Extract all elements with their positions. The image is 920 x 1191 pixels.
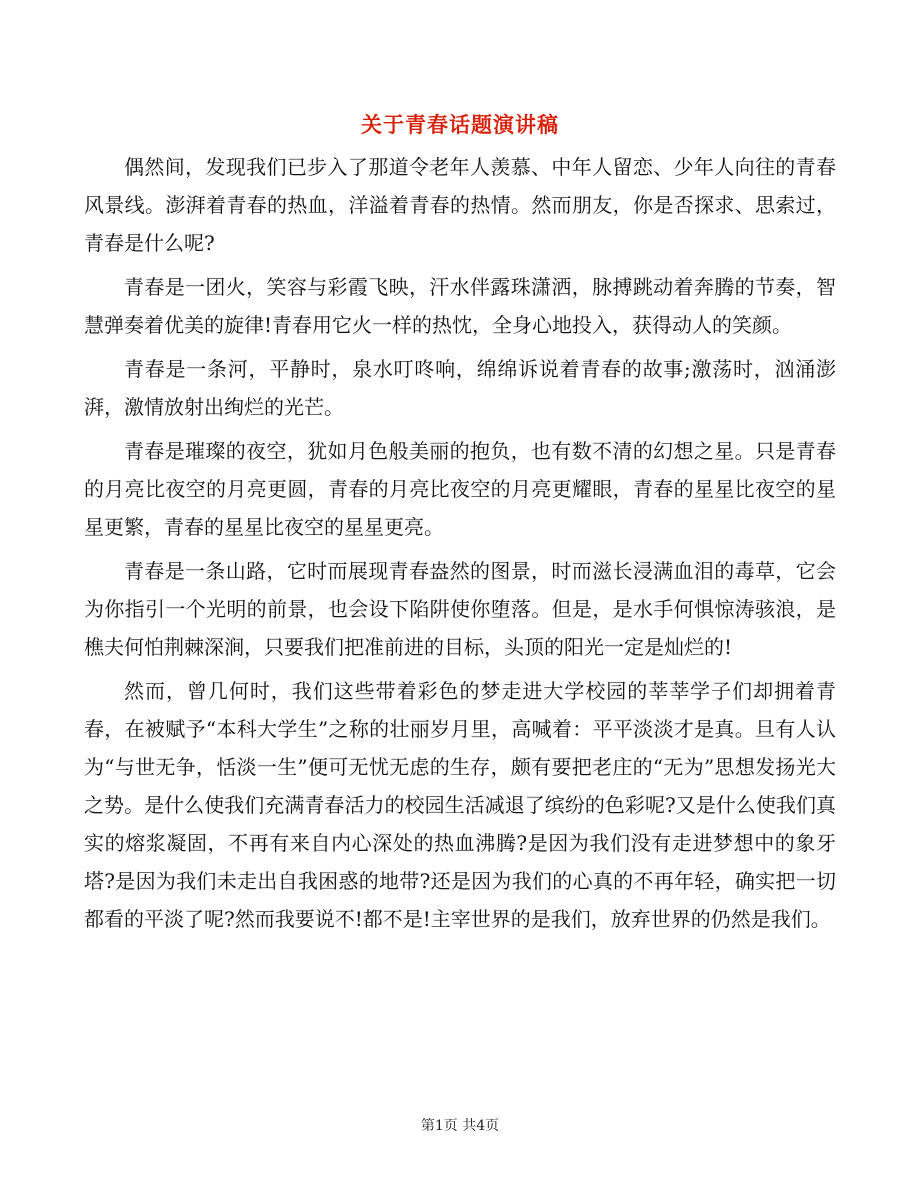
paragraph-3: 青春是一条河，平静时，泉水叮咚响，绵绵诉说着青春的故事;激荡时，汹涌澎湃，激情放射出绚烂的光芒。: [84, 357, 836, 419]
document-title: 关于青春话题演讲稿: [361, 112, 559, 137]
document-body: [84, 148, 836, 944]
paragraph-6: 然而，曾几何时，我们这些带着彩色的梦走进大学校园的莘莘学子们却拥着青春，在被赋予“本科大学生”之称的壮丽岁月里，高喊着：平平淡淡才是真。旦有人认为“与世无争，恬淡一生”便可无忧无虑的生存，颇有要把老庄的“无为”思想发扬光大之势。是什么使我们充满青春活力的校园生活减退了缤纷的色彩呢?又是什么使我们真实的熔浆凝固，不再有来自内心深处的热血沸腾?是因为我们没有走进梦想中的象牙塔?是因为我们未走出自我困惑的地带?还是因为我们的心真的不再年轻，确实把一切都看的平淡了呢?然而我要说不!都不是!主宰世界的是我们，放弃世界的仍然是我们。: [84, 679, 836, 931]
paragraph-1: 偶然间，发现我们已步入了那道令老年人羡慕、中年人留恋、少年人向往的青春风景线。澎湃着青春的热血，洋溢着青春的热情。然而朋友，你是否探求、思索过，青春是什么呢?: [84, 155, 836, 255]
paragraph-5: 青春是一条山路，它时而展现青春盎然的图景，时而滋长浸满血泪的毒草，它会为你指引一个光明的前景，也会设下陷阱使你堕落。但是，是水手何惧惊涛骇浪，是樵夫何怕荆棘深涧，只要我们把准前进的目标，头顶的阳光一定是灿烂的!: [84, 559, 836, 659]
paragraph-2: 青春是一团火，笑容与彩霞飞映，汗水伴露珠潇洒，脉搏跳动着奔腾的节奏，智慧弹奏着优美的旋律!青春用它火一样的热忱，全身心地投入，获得动人的笑颜。: [84, 275, 836, 337]
page-number-footer: 第1页 共4页: [420, 1118, 500, 1134]
paragraph-4: 青春是璀璨的夜空，犹如月色般美丽的抱负，也有数不清的幻想之星。只是青春的月亮比夜空的月亮更圆，青春的月亮比夜空的月亮更耀眼，青春的星星比夜空的星星更繁，青春的星星比夜空的星星更亮。: [84, 439, 836, 539]
